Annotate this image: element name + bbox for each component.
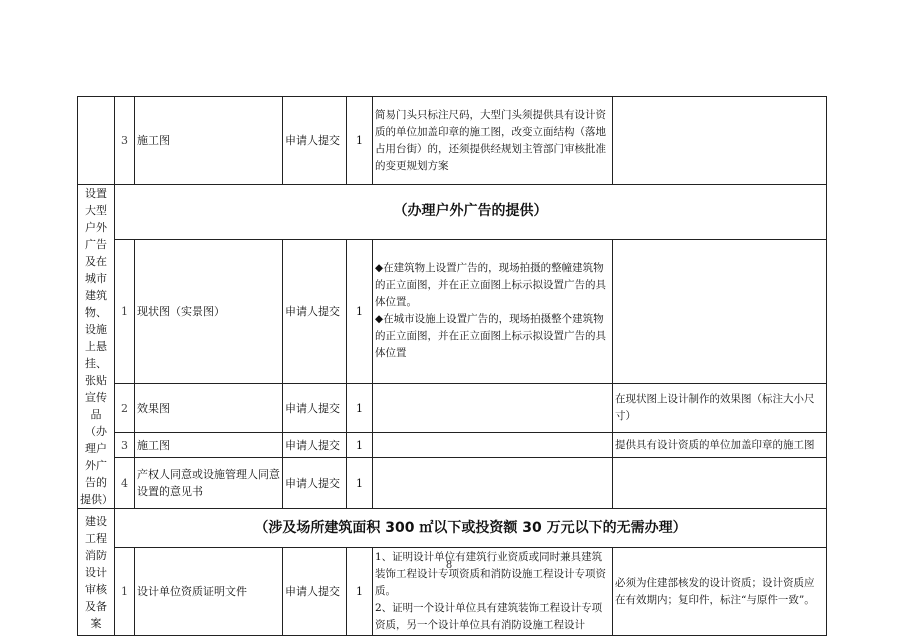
table-row [78, 458, 827, 509]
note-text [613, 458, 827, 509]
copies: 1 [347, 433, 373, 458]
copies: 1 [347, 384, 373, 433]
note-text [613, 239, 827, 383]
row-number: 3 [115, 433, 135, 458]
material-name: 效果图 [135, 384, 283, 433]
copies: 1 [347, 97, 373, 185]
material-name: 施工图 [135, 97, 283, 185]
note-text [613, 97, 827, 185]
row-number: 4 [115, 458, 135, 509]
note-text: 提供具有设计资质的单位加盖印章的施工图 [613, 433, 827, 458]
category-cell [78, 97, 115, 185]
copies: 1 [347, 239, 373, 383]
material-source: 申请人提交 [283, 433, 347, 458]
material-source: 申请人提交 [283, 548, 347, 636]
section-heading: （办理户外广告的提供） [115, 185, 827, 240]
table-row [78, 97, 827, 185]
category-fire-design: 建设工程消防设计审核及备案 [78, 509, 115, 636]
requirement-text: 1、证明设计单位有建筑行业资质或同时兼具建筑装饰工程设计专项资质和消防设施工程设计专项资质。 2、证明一个设计单位具有建筑装饰工程设计专项资质，另一个设计单位具有消防设施工程设计 [373, 548, 613, 636]
table-row [78, 239, 827, 383]
material-source: 申请人提交 [283, 97, 347, 185]
material-source: 申请人提交 [283, 384, 347, 433]
material-name: 设计单位资质证明文件 [135, 548, 283, 636]
copies: 1 [347, 458, 373, 509]
category-outdoor-ad: 设置大型户外广告及在城市建筑物、设施上悬挂、张贴宣传品（办理户外广告的提供） [78, 185, 115, 509]
requirement-text: 简易门头只标注尺码，大型门头须提供具有设计资质的单位加盖印章的施工图，改变立面结构（落地占用台街）的，还须提供经规划主管部门审核批准的变更规划方案 [373, 97, 613, 185]
material-name: 现状图（实景图） [135, 239, 283, 383]
section-heading-row [78, 509, 827, 548]
material-name: 产权人同意或设施管理人同意设置的意见书 [135, 458, 283, 509]
note-text: 在现状图上设计制作的效果图（标注大小尺寸） [613, 384, 827, 433]
table-row [78, 433, 827, 458]
requirement-text: ◆在建筑物上设置广告的，现场拍摄的整幢建筑物的正立面图，并在正立面图上标示拟设置广告的具体位置。 ◆在城市设施上设置广告的，现场拍摄整个建筑物的正立面图，并在正立面图上标示拟设置广告的具体位置 [373, 239, 613, 383]
requirement-text [373, 433, 613, 458]
section-heading-row [78, 185, 827, 240]
row-number: 3 [115, 97, 135, 185]
row-number: 1 [115, 548, 135, 636]
row-number: 1 [115, 239, 135, 383]
material-name: 施工图 [135, 433, 283, 458]
copies: 1 [347, 548, 373, 636]
requirement-text [373, 458, 613, 509]
section-heading: （涉及场所建筑面积 300 ㎡以下或投资额 30 万元以下的无需办理） [115, 509, 827, 548]
note-text: 必须为住建部核发的设计资质；设计资质应在有效期内；复印件，标注“与原件一致”。 [613, 548, 827, 636]
requirements-table [77, 96, 827, 636]
page-number: 8 [445, 560, 453, 571]
row-number: 2 [115, 384, 135, 433]
table-row [78, 384, 827, 433]
material-source: 申请人提交 [283, 458, 347, 509]
material-source: 申请人提交 [283, 239, 347, 383]
requirement-text [373, 384, 613, 433]
